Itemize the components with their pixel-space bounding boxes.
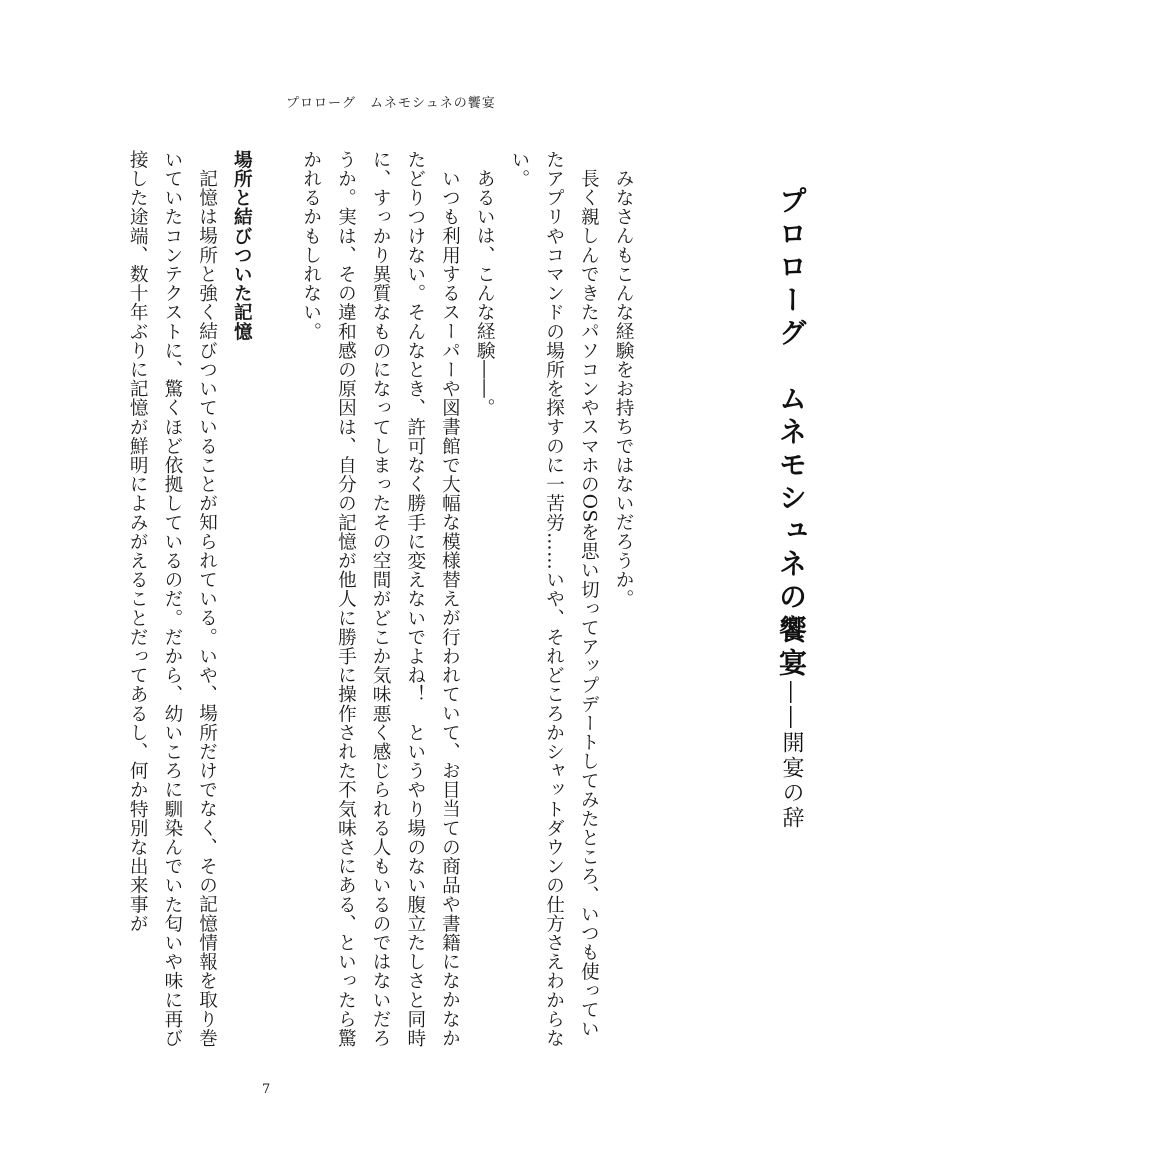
paragraph: 記憶は場所と強く結びついていることが知られている。いや、場所だけでなく、その記憶情報を取り巻いていたコンテクストに、驚くほど依拠しているのだ。だから、幼いころに馴染んでいた匂いや味に再び接した途端、数十年ぶりに記憶が鮮明によみがえることだってあるし、何か特別な出来事が xyxy=(127,150,218,1048)
chapter-title-main: プロローグ ムネモシュネの饗宴 xyxy=(775,186,808,681)
paragraph: あるいは、こんな経験――。 xyxy=(474,168,496,417)
body-text xyxy=(127,150,640,1050)
section-spacer xyxy=(258,150,293,1050)
paragraph: みなさんもこんな経験をお持ちではないだろうか。 xyxy=(613,168,634,608)
paragraph: いつも利用するスーパーや図書館で大幅な模様替えが行われていて、お目当ての商品や書籍になかなかたどりつけない。そんなとき、許可なく勝手に変えないでよね！ というやり場のない腹立たしさと同時に、すっかり異質なものになってしまったその空間がどこか気味悪く感じられる人もいるのではないだろうか。実は、その違和感の原因は、自分の記憶が他人に勝手に操作された不気味さにある、といったら驚かれるかもしれない。 xyxy=(300,150,461,1048)
paragraph: 長く親しんできたパソコンやスマホのOSを思い切ってアップデートしてみたところ、いつも使っていたアプリやコマンドの場所を探すのに一苦労……いや、それどころかシャットダウンの仕方さえわからない。 xyxy=(508,150,600,1048)
running-head: プロローグ ムネモシュネの饗宴 xyxy=(286,96,496,111)
page-number: 7 xyxy=(262,1082,271,1097)
chapter-title xyxy=(775,186,808,831)
section-heading: 場所と結びついた記憶 xyxy=(231,150,253,341)
chapter-subtitle: ――開宴の辞 xyxy=(779,681,804,831)
